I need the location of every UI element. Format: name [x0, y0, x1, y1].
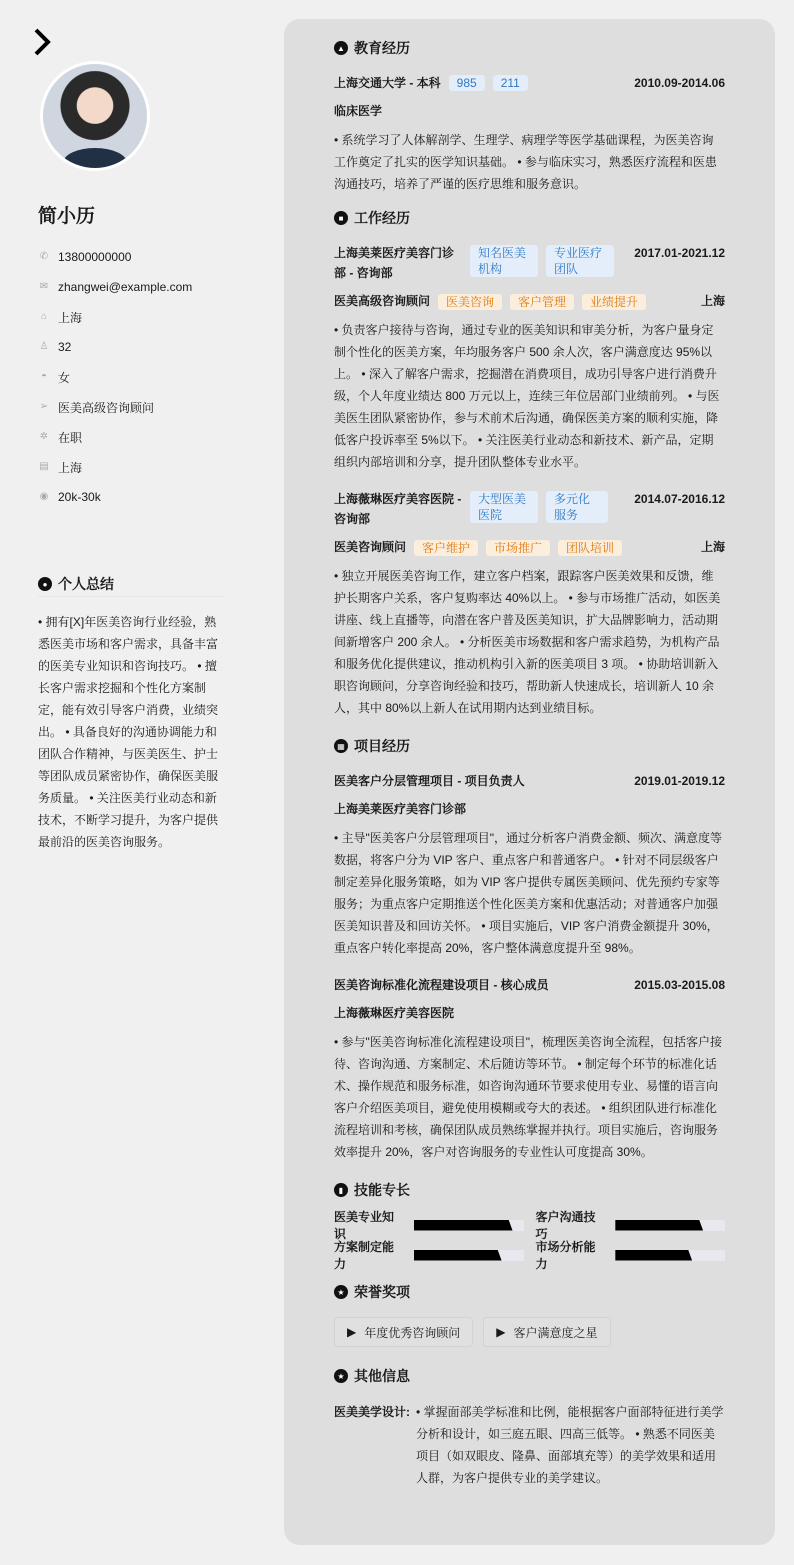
- major: 临床医学: [334, 104, 383, 118]
- skill-bar: [615, 1220, 725, 1231]
- skill-fill: [414, 1220, 513, 1231]
- skill-name: 市场分析能力: [535, 1240, 596, 1271]
- tag: 团队培训: [558, 540, 622, 556]
- tag: 多元化服务: [546, 491, 608, 523]
- info-text: 医美高级咨询顾问: [58, 400, 155, 415]
- section-heading: [334, 37, 725, 59]
- company: 上海薇琳医疗美容医院 - 咨询部: [334, 492, 462, 526]
- tag: 985: [449, 75, 485, 91]
- tag: 知名医美机构: [470, 245, 538, 277]
- info-gender: [38, 362, 226, 392]
- skill-item: [334, 1240, 524, 1271]
- play-icon: ▶: [496, 1325, 506, 1339]
- info-text: 在职: [58, 430, 83, 445]
- skill-item: [334, 1210, 524, 1241]
- tag: 客户管理: [510, 294, 574, 310]
- work-desc: • 负责客户接待与咨询，通过专业的医美知识和审美分析，为客户量身定制个性化的医美方案，年均服务客户 500 余人次，客户满意度达 95%以上。 • 深入了解客户需求，挖掘潜在消费项目，成功引导客户进行消费升级，个人年度业绩达 800 万元以上，连续三年位居部门业绩前列。 • 与医美医生团队紧密协作，参与术前术后沟通，确保医美方案的顺利实施，降低客户投诉率至 5%以下。 • 关注医美行业动态和新技术、新产品，定期组织内部培训和分享，提升团队整体专业水平。: [334, 323, 720, 469]
- phone-icon: ✆: [39, 251, 49, 262]
- skills-grid: [334, 1210, 725, 1271]
- education-section: [334, 37, 725, 195]
- project-name: 医美客户分层管理项目 - 项目负责人: [334, 774, 525, 788]
- skill-bar: [615, 1250, 725, 1261]
- skill-name: 医美专业知识: [334, 1210, 395, 1241]
- info-phone: [38, 242, 226, 272]
- education-row: [334, 73, 725, 93]
- date: 2019.01-2019.12: [634, 774, 725, 788]
- awards-list: [334, 1317, 725, 1347]
- info-position: [38, 392, 226, 422]
- section-heading: [334, 1365, 725, 1387]
- summary-heading: [38, 574, 223, 597]
- building-icon: ▤: [39, 461, 49, 472]
- skill-fill: [414, 1250, 502, 1261]
- info-text: 女: [58, 370, 71, 385]
- other-label: 医美美学设计:: [334, 1405, 410, 1419]
- section-heading: [334, 735, 725, 757]
- education-desc: • 系统学习了人体解剖学、生理学、病理学等医学基础课程，为医美咨询工作奠定了扎实的医学知识基础。 • 参与临床实习，熟悉医疗流程和医患沟通技巧，培养了严谨的医疗思维和服务意识。: [334, 133, 717, 191]
- work-section: [334, 207, 725, 719]
- main-panel: [284, 19, 775, 1545]
- city: 上海: [700, 540, 725, 554]
- briefcase-icon: ■: [334, 211, 348, 225]
- info-text: 上海: [58, 310, 83, 325]
- play-icon: ▶: [347, 1325, 357, 1339]
- graduation-cap-icon: ▲: [334, 41, 348, 55]
- section-title: 项目经历: [354, 738, 410, 754]
- tag: 业绩提升: [582, 294, 646, 310]
- tag: 客户维护: [414, 540, 478, 556]
- other-info: [334, 1401, 725, 1489]
- work-desc: • 独立开展医美咨询工作，建立客户档案，跟踪客户医美效果和反馈，维护长期客户关系，客户复购率达 40%以上。 • 参与市场推广活动，如医美讲座、线上直播等，向潜在客户普及医美知识，扩大品牌影响力，活动期间新增客户 200 余人。 • 分析医美市场数据和客户需求趋势，为机构产品和服务优化提供建议，推动机构引入新的医美项目 3 项。 • 协助培训新入职咨询顾问，分享咨询经验和技巧，帮助新人快速成长，培训新人 10 余人，其中 80%以上新人在试用期内达到业绩目标。: [334, 569, 721, 715]
- sidebar: [38, 28, 226, 853]
- summary-text: • 拥有[X]年医美咨询行业经验，熟悉医美市场和客户需求，具备丰富的医美专业知识和咨询技巧。 • 擅长客户需求挖掘和个性化方案制定，能有效引导客户消费，业绩突出。 • 具备良好的沟通协调能力和团队合作精神，与医美医生、护士等团队成员紧密协作，确保医美服务质量。 • 关注医美行业动态和新技术，不断学习提升，为客户提供最前沿的医美咨询服务。: [38, 615, 219, 849]
- date: 2014.07-2016.12: [634, 492, 725, 506]
- project-org: 上海薇琳医疗美容医院: [334, 1006, 455, 1020]
- date: 2010.09-2014.06: [634, 76, 725, 90]
- section-heading: [334, 207, 725, 229]
- project-item: [334, 771, 725, 959]
- role: 医美高级咨询顾问: [334, 294, 431, 308]
- skill-fill: [615, 1250, 692, 1261]
- tag: 专业医疗团队: [546, 245, 614, 277]
- skill-item: [535, 1240, 726, 1271]
- info-text: zhangwei@example.com: [58, 280, 193, 294]
- project-item: [334, 975, 725, 1163]
- section-heading: [334, 1281, 725, 1303]
- section-title: 技能专长: [354, 1182, 410, 1198]
- company: 上海美莱医疗美容门诊部 - 咨询部: [334, 246, 455, 280]
- project-section: [334, 735, 725, 1163]
- bar-chart-icon: ▮: [334, 1183, 348, 1197]
- info-text: 上海: [58, 460, 83, 475]
- section-title: 教育经历: [354, 40, 410, 56]
- summary-title: 个人总结: [58, 576, 114, 592]
- work-item: [334, 243, 725, 473]
- status-icon: ✲: [39, 431, 49, 442]
- mail-icon: ✉: [39, 281, 49, 292]
- skill-bar: [414, 1250, 524, 1261]
- skill-fill: [615, 1220, 703, 1231]
- info-salary: [38, 482, 226, 512]
- skill-bar: [414, 1220, 524, 1231]
- tag: 市场推广: [486, 540, 550, 556]
- profile-name: 简小历: [38, 206, 96, 227]
- avatar: [40, 61, 150, 171]
- info-text: 20k-30k: [58, 490, 101, 504]
- send-icon: ➢: [39, 401, 49, 412]
- tag: 211: [493, 75, 528, 91]
- info-email: [38, 272, 226, 302]
- grid-icon: ▦: [334, 739, 348, 753]
- skill-name: 客户沟通技巧: [535, 1210, 596, 1241]
- section-title: 荣誉奖项: [354, 1284, 410, 1300]
- section-title: 工作经历: [354, 210, 410, 226]
- tag: 医美咨询: [438, 294, 502, 310]
- section-heading: [334, 1179, 725, 1201]
- tag: 大型医美医院: [470, 491, 538, 523]
- age-icon: ♙: [39, 341, 49, 352]
- city: 上海: [700, 294, 725, 308]
- home-icon: ⌂: [40, 311, 48, 322]
- award-label: 客户满意度之星: [513, 1325, 598, 1340]
- award-item[interactable]: [334, 1317, 473, 1347]
- date: 2015.03-2015.08: [634, 978, 725, 992]
- user-icon: ●: [38, 577, 52, 591]
- skill-item: [535, 1210, 726, 1241]
- award-label: 年度优秀咨询顾问: [364, 1325, 461, 1340]
- gender-icon: ◓: [40, 371, 48, 382]
- info-age: [38, 332, 226, 362]
- award-icon: ★: [334, 1285, 348, 1299]
- award-item[interactable]: [483, 1317, 610, 1347]
- info-text: 13800000000: [58, 250, 132, 264]
- project-name: 医美咨询标准化流程建设项目 - 核心成员: [334, 978, 549, 992]
- school: 上海交通大学 - 本科: [334, 76, 441, 90]
- project-org: 上海美莱医疗美容门诊部: [334, 802, 467, 816]
- info-text: 32: [58, 340, 72, 354]
- other-text: • 掌握面部美学标准和比例，能根据客户面部特征进行美学分析和设计，如三庭五眼、四高三低等。 • 熟悉不同医美项目（如双眼皮、隆鼻、面部填充等）的美学效果和适用人群，为客户提供专业的美学建议。: [416, 1405, 724, 1485]
- work-item: [334, 489, 725, 719]
- salary-icon: ◉: [39, 491, 49, 502]
- info-status: [38, 422, 226, 452]
- logo-icon[interactable]: [34, 28, 54, 58]
- project-desc: • 参与"医美咨询标准化流程建设项目"，梳理医美咨询全流程，包括客户接待、咨询沟通、方案制定、术后随访等环节。 • 制定每个环节的标准化话术、操作规范和服务标准，如咨询沟通环节要求使用专业、易懂的语言向客户介绍医美项目，避免使用模糊或夸大的表述。 • 组织团队进行标准化流程培训和考核，确保团队成员熟练掌握并执行。项目实施后，咨询服务效率提升 20%，客户对咨询服务的专业性认可度提高 30%。: [334, 1035, 723, 1159]
- skill-name: 方案制定能力: [334, 1240, 395, 1271]
- info-location: [38, 302, 226, 332]
- info-city: [38, 452, 226, 482]
- date: 2017.01-2021.12: [634, 246, 725, 260]
- role: 医美咨询顾问: [334, 540, 407, 554]
- info-icon: ★: [334, 1369, 348, 1383]
- project-desc: • 主导"医美客户分层管理项目"，通过分析客户消费金额、频次、满意度等数据，将客户分为 VIP 客户、重点客户和普通客户。 • 针对不同层级客户制定差异化服务策略，如为 VIP 客户提供专属医美顾问、优先预约专家等服务；为重点客户定期推送个性化医美方案和优惠活动；对普通客户加强医美知识普及和回访关怀。 • 项目实施后，VIP 客户消费金额提升 30%，重点客户转化率提高 20%，客户整体满意度提升至 98%。: [334, 831, 723, 955]
- section-title: 其他信息: [354, 1368, 410, 1384]
